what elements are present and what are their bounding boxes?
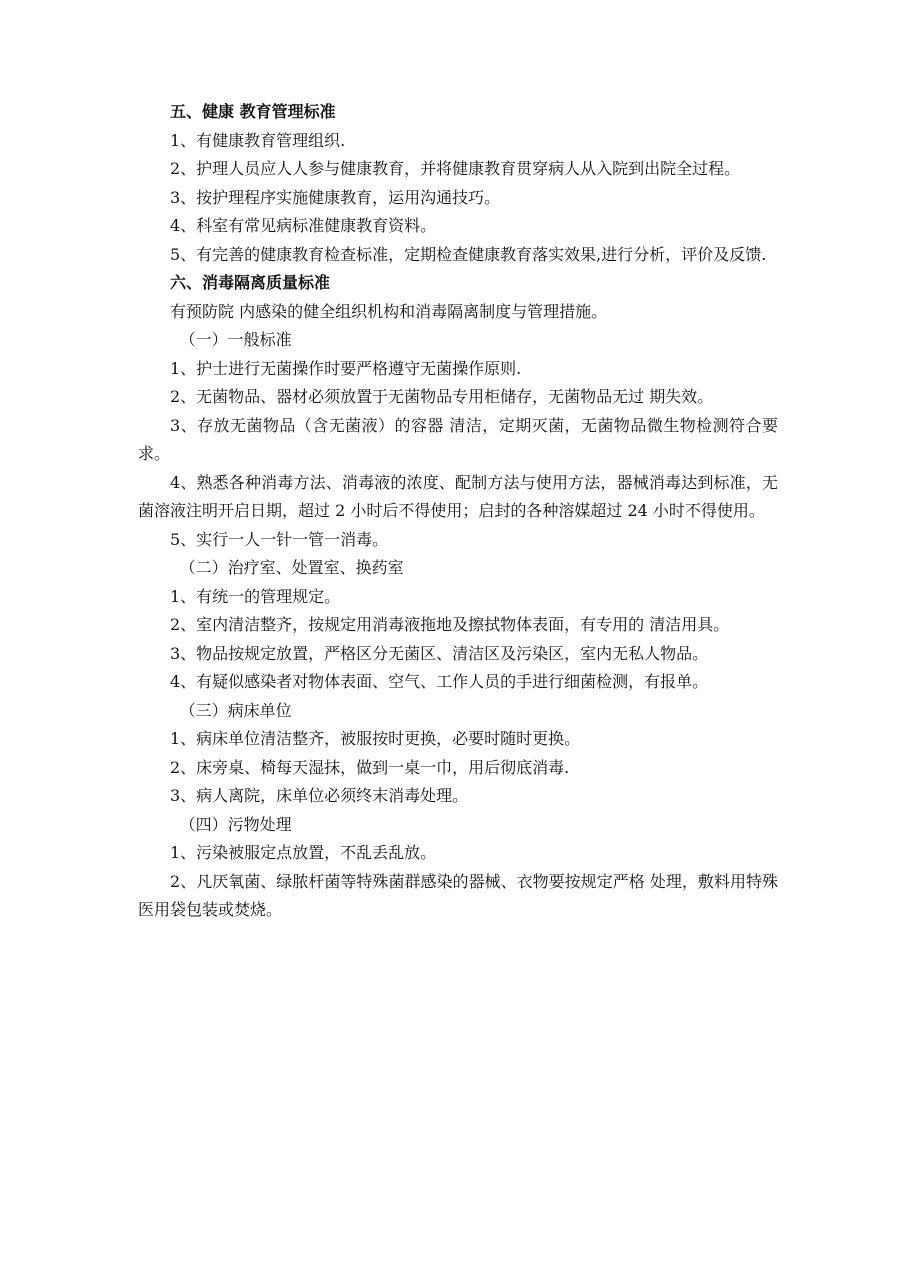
paragraph: 3、存放无菌物品（含无菌液）的容器 清洁，定期灭菌，无菌物品微生物检测符合要求。: [138, 415, 778, 463]
paragraph: 2、护理人员应人人参与健康教育，并将健康教育贯穿病人从入院到出院全过程。: [170, 159, 741, 178]
paragraph: 5、有完善的健康教育检查标准，定期检查健康教育落实效果,进行分析，评价及反馈.: [170, 244, 767, 264]
paragraph: 1、病床单位清洁整齐，被服按时更换，必要时随时更换。: [170, 729, 581, 748]
document-body: [138, 98, 778, 925]
paragraph: 有预防院 内感染的健全组织机构和消毒隔离制度与管理措施。: [170, 301, 608, 321]
paragraph: 4、熟悉各种消毒方法、消毒液的浓度、配制方法与使用方法，器械消毒达到标准，无菌溶液注明开启日期，超过 2 小时后不得使用；启封的各种溶媒超过 24 小时不得使用。: [138, 472, 778, 520]
paragraph: 4、科室有常见病标准健康教育资料。: [170, 216, 437, 235]
paragraph: 1、护士进行无菌操作时要严格遵守无菌操作原则.: [170, 358, 522, 378]
subsection-heading: （二）治疗室、处置室、换药室: [179, 558, 404, 577]
paragraph: 5、实行一人一针一管一消毒。: [170, 529, 389, 549]
paragraph: 2、无菌物品、器材必须放置于无菌物品专用柜储存，无菌物品无过 期失效。: [170, 387, 714, 406]
paragraph: 2、床旁桌、椅每天湿抹，做到一桌一巾，用后彻底消毒.: [170, 757, 570, 777]
paragraph: 2、凡厌氧菌、绿脓杆菌等特殊菌群感染的器械、衣物要按规定严格 处理，敷料用特殊医用袋包装或焚烧。: [138, 871, 778, 919]
subsection-heading: （四）污物处理: [179, 814, 292, 834]
paragraph: 2、室内清洁整齐，按规定用消毒液拖地及擦拭物体表面，有专用的 清洁用具。: [170, 615, 730, 634]
paragraph: 3、物品按规定放置，严格区分无菌区、清洁区及污染区，室内无私人物品。: [170, 643, 709, 663]
section-heading-disinfection: 六、消毒隔离质量标准: [170, 273, 331, 292]
subsection-heading: （一）一般标准: [179, 330, 292, 349]
section-heading-health-education: 五、健康 教育管理标准: [170, 102, 336, 121]
paragraph: 4、有疑似感染者对物体表面、空气、工作人员的手进行细菌检测，有报单。: [170, 672, 709, 691]
paragraph: 3、按护理程序实施健康教育，运用沟通技巧。: [170, 187, 501, 207]
paragraph: 1、有健康教育管理组织.: [170, 130, 346, 150]
paragraph: 3、病人离院，床单位必须终末消毒处理。: [170, 786, 469, 805]
paragraph: 1、有统一的管理规定。: [170, 586, 341, 606]
subsection-heading: （三）病床单位: [179, 700, 292, 720]
paragraph: 1、污染被服定点放置，不乱丢乱放。: [170, 843, 437, 862]
